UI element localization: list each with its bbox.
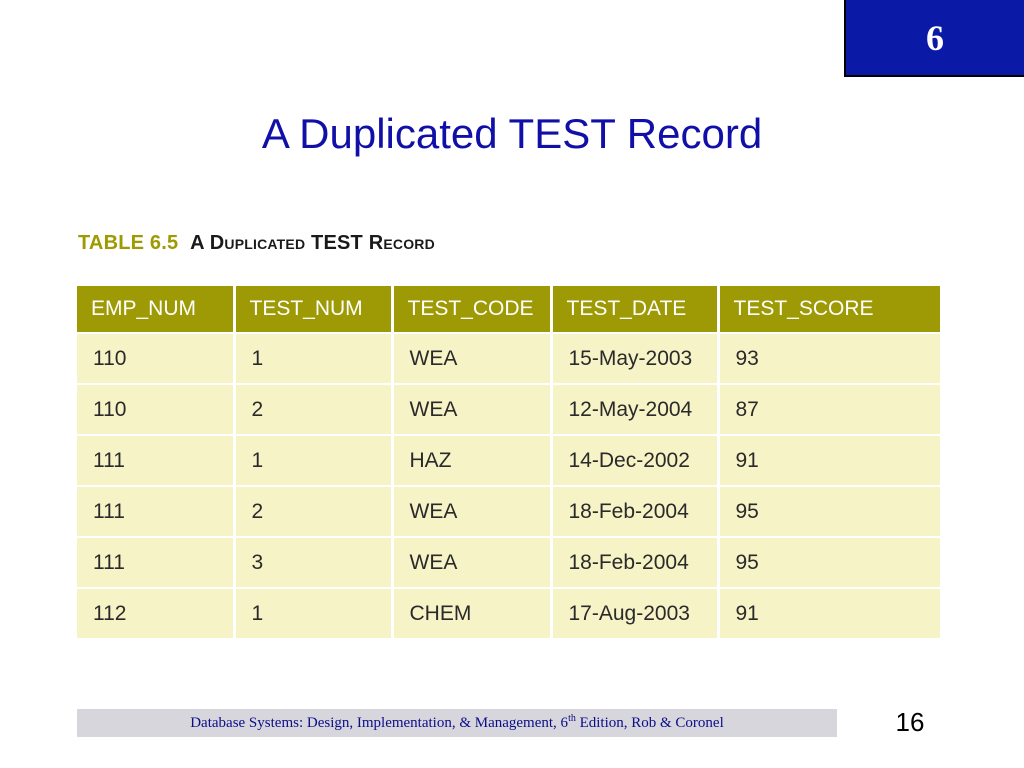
table-cell: 1 xyxy=(234,435,392,486)
page-number: 16 xyxy=(895,707,925,737)
footer-text-end: Edition, Rob & Coronel xyxy=(575,715,724,731)
table-row xyxy=(77,384,940,435)
chapter-badge xyxy=(844,0,1024,77)
table-cell: 2 xyxy=(234,384,392,435)
footer-superscript: th xyxy=(568,713,576,724)
table-cell: 15-May-2003 xyxy=(551,333,718,384)
table-cell: 14-Dec-2002 xyxy=(551,435,718,486)
table-cell: 2 xyxy=(234,486,392,537)
table-row xyxy=(77,537,940,588)
table-cell: 87 xyxy=(718,384,940,435)
table-cell: WEA xyxy=(392,333,551,384)
table-cell: 91 xyxy=(718,435,940,486)
table-caption-label: TABLE 6.5 xyxy=(78,232,179,254)
table-cell: 95 xyxy=(718,537,940,588)
table-cell: 17-Aug-2003 xyxy=(551,588,718,639)
table-caption xyxy=(78,228,435,258)
table-cell: 91 xyxy=(718,588,940,639)
table-cell: 18-Feb-2004 xyxy=(551,486,718,537)
table-cell: 111 xyxy=(77,435,234,486)
chapter-number: 6 xyxy=(926,17,944,58)
table-row xyxy=(77,333,940,384)
table-cell: 95 xyxy=(718,486,940,537)
table-cell: HAZ xyxy=(392,435,551,486)
table-cell: WEA xyxy=(392,537,551,588)
table-cell: 93 xyxy=(718,333,940,384)
table-cell: 111 xyxy=(77,486,234,537)
table-cell: CHEM xyxy=(392,588,551,639)
table-row xyxy=(77,486,940,537)
column-header-test-score: TEST_SCORE xyxy=(718,286,940,333)
table-row xyxy=(77,435,940,486)
table-cell: 12-May-2004 xyxy=(551,384,718,435)
column-header-emp-num: EMP_NUM xyxy=(77,286,234,333)
table-cell: 110 xyxy=(77,384,234,435)
table-header-row xyxy=(77,286,940,333)
table-cell: 112 xyxy=(77,588,234,639)
table-caption-title: A Duplicated TEST Record xyxy=(190,232,435,254)
test-record-table xyxy=(77,286,940,640)
footer-text: Database Systems: Design, Implementation, & Management, 6 xyxy=(190,715,569,731)
table-cell: 3 xyxy=(234,537,392,588)
footer-citation xyxy=(77,709,837,737)
table-cell: 1 xyxy=(234,333,392,384)
column-header-test-code: TEST_CODE xyxy=(392,286,551,333)
table-row xyxy=(77,588,940,639)
table-cell: 111 xyxy=(77,537,234,588)
table-cell: 1 xyxy=(234,588,392,639)
column-header-test-num: TEST_NUM xyxy=(234,286,392,333)
table-cell: 18-Feb-2004 xyxy=(551,537,718,588)
table-cell: WEA xyxy=(392,486,551,537)
table-cell: 110 xyxy=(77,333,234,384)
column-header-test-date: TEST_DATE xyxy=(551,286,718,333)
table-cell: WEA xyxy=(392,384,551,435)
slide-title: A Duplicated TEST Record xyxy=(261,110,763,157)
